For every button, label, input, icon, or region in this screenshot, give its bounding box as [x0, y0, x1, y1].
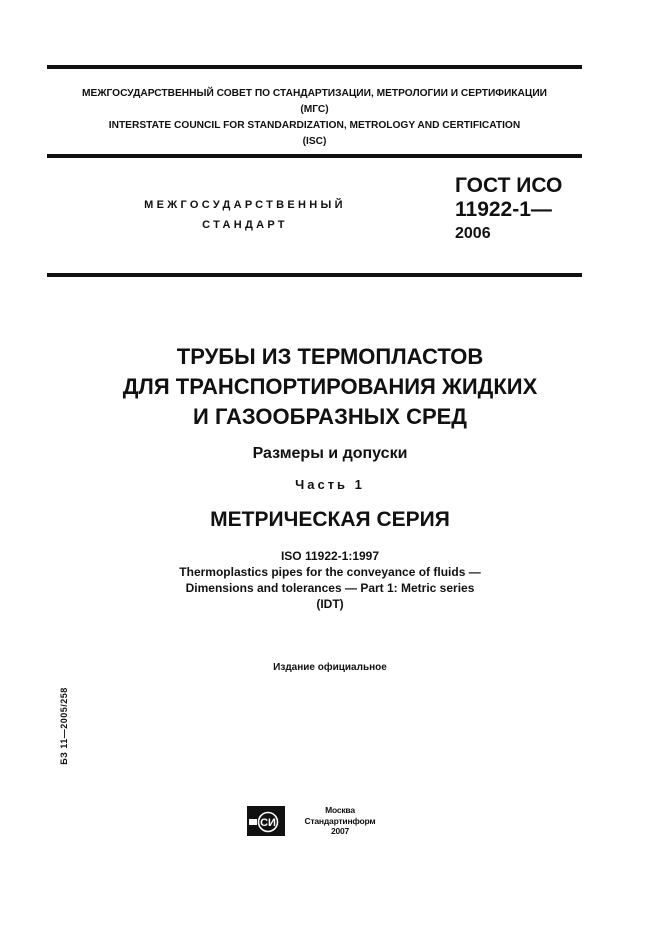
publisher-year: 2007	[330, 826, 350, 836]
standard-code-line1: ГОСТ ИСО	[455, 174, 563, 197]
document-subtitle: Размеры и допуски	[252, 445, 408, 462]
edition-note: Издание официальное	[273, 662, 387, 673]
iso-title-line1: Thermoplastics pipes for the conveyance of fluids —	[179, 565, 481, 579]
title-line3: И ГАЗООБРАЗНЫХ СРЕД	[193, 404, 467, 429]
standard-type-line1: МЕЖГОСУДАРСТВЕННЫЙ	[144, 199, 346, 211]
document-part: Часть 1	[295, 477, 365, 492]
standard-type-line2: СТАНДАРТ	[202, 219, 288, 231]
publisher-city: Москва	[325, 805, 355, 815]
council-ru-abbr: (МГС)	[300, 104, 329, 115]
council-header	[47, 86, 582, 150]
iso-title-line2: Dimensions and tolerances — Part 1: Metric series	[185, 581, 475, 595]
top-rule	[47, 65, 582, 69]
standard-year: 2006	[455, 225, 491, 242]
side-code-text: БЗ 11—2005/258	[59, 687, 69, 765]
publisher-name: Стандартинформ	[304, 815, 376, 826]
council-en-abbr: (ISC)	[302, 136, 327, 147]
header-rule	[47, 154, 582, 158]
title-line1: ТРУБЫ ИЗ ТЕРМОПЛАСТОВ	[176, 344, 484, 369]
section-rule	[47, 273, 582, 277]
standard-code	[455, 174, 562, 222]
document-title	[60, 342, 600, 432]
iso-idt: (IDT)	[316, 597, 344, 611]
publisher-block	[290, 805, 390, 837]
standard-type	[100, 195, 390, 235]
council-en-name: INTERSTATE COUNCIL FOR STANDARDIZATION, METROLOGY AND CERTIFICATION	[108, 120, 521, 131]
iso-ref: ISO 11922-1:1997	[280, 549, 380, 563]
title-line2: ДЛЯ ТРАНСПОРТИРОВАНИЯ ЖИДКИХ	[122, 374, 538, 399]
logo-text: СИ	[260, 817, 276, 829]
iso-reference-block	[60, 548, 600, 612]
standard-code-line2: 11922-1—	[455, 198, 552, 221]
council-ru-name: МЕЖГОСУДАРСТВЕННЫЙ СОВЕТ ПО СТАНДАРТИЗАЦИИ, МЕТРОЛОГИИ И СЕРТИФИКАЦИИ	[82, 88, 547, 99]
standartinform-logo-icon	[246, 805, 286, 837]
document-series: МЕТРИЧЕСКАЯ СЕРИЯ	[210, 508, 450, 531]
